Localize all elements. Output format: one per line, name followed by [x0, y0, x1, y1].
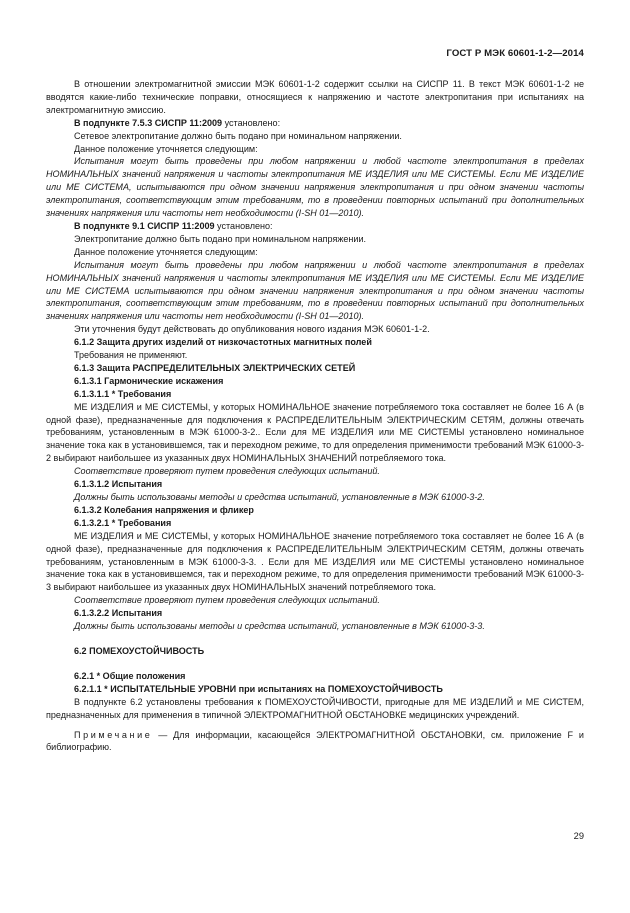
test-paragraph-1: Должны быть использованы методы и средства испытаний, установленные в МЭК 61000-3-2.	[74, 492, 485, 502]
subclause-7-5-3-ref: В подпункте 7.5.3 СИСПР 11:2009	[74, 117, 223, 128]
heading-6-1-3-1: 6.1.3.1 Гармонические искажения	[74, 375, 224, 386]
test-paragraph-2: Должны быть использованы методы и средства испытаний, установленные в МЭК 61000-3-3.	[74, 621, 485, 632]
clarification-italic-1: Испытания могут быть проведены при любом напряжении и любой частоте электропитания в пределах НОМИНАЛЬНЫХ значений напряжения и частоты электропитания МЕ ИЗДЕЛИЯ или МЕ СИСТЕМЫ. Если МЕ ИЗДЕЛИЕ или МЕ СИСТЕМА, испытываются при одном значении напряжения электропитания и при одном значении частоты электропитания, соответствующим этим требованиям, то в проведении повторных испытаний при дополнительных значениях напряжения или частоты нет необходимости (I-SH 01—2010).	[46, 156, 584, 219]
heading-6-1-3-2: 6.1.3.2 Колебания напряжения и фликер	[74, 504, 254, 515]
subclause-9-1-intro	[46, 220, 584, 233]
validity-paragraph: Эти уточнения будут действовать до опубликования нового издания МЭК 60601-1-2.	[74, 324, 430, 335]
heading-6-2-1-1: 6.2.1.1 * ИСПЫТАТЕЛЬНЫЕ УРОВНИ при испытаниях на ПОМЕХОУСТОЙЧИВОСТЬ	[74, 683, 443, 694]
clarified-paragraph-1: Данное положение уточняется следующим:	[74, 143, 258, 154]
requirements-paragraph-1: МЕ ИЗДЕЛИЯ и МЕ СИСТЕМЫ, у которых НОМИНАЛЬНОЕ значение потребляемого тока составляет не более 16 А (в одной фазе), предназначенные для подключения к РАСПРЕДЕЛИТЕЛЬНЫМ ЭЛЕКТРИЧЕСКИМ СЕТЯМ, должны отвечать требованиям, установленным в МЭК 61000-3-2.. Если для МЕ ИЗДЕЛИЯ или МЕ СИСТЕМЫ установлено номинальное значение тока как в установившемся, так и переходном режиме, то для определения применимости требований МЭК 61000-3-2 выбирают наибольшее из указанных двух НОМИНАЛЬНЫХ ЗНАЧЕНИЙ потребляемого тока.	[46, 401, 584, 464]
page-content	[46, 78, 584, 754]
requirements-paragraph-2: МЕ ИЗДЕЛИЯ и МЕ СИСТЕМЫ, у которых НОМИНАЛЬНОЕ значение потребляемого тока составляет не более 16 А (в одной фазе), предназначенные для подключения к РАСПРЕДЕЛИТЕЛЬНЫМ ЭЛЕКТРИЧЕСКИМ СЕТЯМ, должны отвечать требованиям, установленным в МЭК 61000-3-3. . Если для МЕ ИЗДЕЛИЯ или МЕ СИСТЕМЫ установлено номинальное значение тока как в установившемся, так и переходном режиме, то для определения применимости требований МЭК 61000-3-3 выбирают наибольшее из указанных двух НОМИНАЛЬНЫХ значений потребляемого тока.	[46, 530, 584, 593]
clarification-italic-2: Испытания могут быть проведены при любом напряжении и любой частоте электропитания в пределах НОМИНАЛЬНЫХ значений напряжения и частоты электропитания МЕ ИЗДЕЛИЯ или МЕ СИСТЕМЫ. Если МЕ ИЗДЕЛИЕ или МЕ СИСТЕМА испытываются при одном значении напряжения электропитания и при одном значении частоты электропитания, соответствующим этим требованиям, то в проведении повторных испытаний при дополнительных значениях напряжения или частоты нет необходимости (I-SH 01—2010).	[46, 259, 584, 322]
note-paragraph	[46, 729, 584, 755]
page-number: 29	[573, 831, 584, 841]
subclause-7-5-3-text: Сетевое электропитание должно быть подано при номинальном напряжении.	[74, 130, 402, 141]
compliance-paragraph-1: Соответствие проверяют путем проведения следующих испытаний.	[74, 466, 380, 477]
heading-6-1-3-2-2: 6.1.3.2.2 Испытания	[74, 608, 163, 619]
compliance-paragraph-2: Соответствие проверяют путем проведения следующих испытаний.	[74, 595, 380, 606]
heading-6-1-3-1-2: 6.1.3.1.2 Испытания	[74, 479, 163, 490]
subclause-7-5-3-rest: установлено:	[222, 117, 281, 128]
subclause-9-1-ref: В подпункте 9.1 СИСПР 11:2009	[74, 220, 215, 231]
heading-6-1-3-1-1: 6.1.3.1.1 * Требования	[74, 388, 172, 399]
note-label: Примечание	[74, 729, 153, 740]
heading-6-1-3: 6.1.3 Защита РАСПРЕДЕЛИТЕЛЬНЫХ ЭЛЕКТРИЧЕСКИХ СЕТЕЙ	[74, 362, 356, 373]
text-6-1-2: Требования не применяют.	[74, 350, 188, 361]
subclause-9-1-rest: установлено:	[214, 220, 273, 231]
clarified-paragraph-2: Данное положение уточняется следующим:	[74, 246, 258, 257]
heading-6-1-3-2-1: 6.1.3.2.1 * Требования	[74, 517, 172, 528]
heading-6-2-1: 6.2.1 * Общие положения	[74, 670, 186, 681]
intro-paragraph: В отношении электромагнитной эмиссии МЭК 60601-1-2 содержит ссылки на СИСПР 11. В текст МЭК 60601-1-2 не вводятся какие-либо технические поправки, относящиеся к напряжению и частоте электропитания при испытаниях на электромагнитную эмиссию.	[46, 79, 584, 115]
paragraph-6-2: В подпункте 6.2 установлены требования к ПОМЕХОУСТОЙЧИВОСТИ, пригодные для МЕ ИЗДЕЛИЙ и МЕ СИСТЕМ, предназначенных для применения в типичной ЭЛЕКТРОМАГНИТНОЙ ОБСТАНОВКЕ медицинских учреждений.	[46, 696, 584, 720]
heading-6-1-2: 6.1.2 Защита других изделий от низкочастотных магнитных полей	[74, 337, 372, 348]
subclause-9-1-text: Электропитание должно быть подано при номинальном напряжении.	[74, 233, 367, 244]
heading-6-2: 6.2 ПОМЕХОУСТОЙЧИВОСТЬ	[74, 645, 205, 656]
subclause-7-5-3-intro	[46, 117, 584, 130]
document-code-header: ГОСТ Р МЭК 60601-1-2—2014	[446, 48, 584, 59]
note-text: — Для информации, касающейся ЭЛЕКТРОМАГНИТНОЙ ОБСТАНОВКИ, см. приложение F и библиографию.	[46, 729, 584, 753]
